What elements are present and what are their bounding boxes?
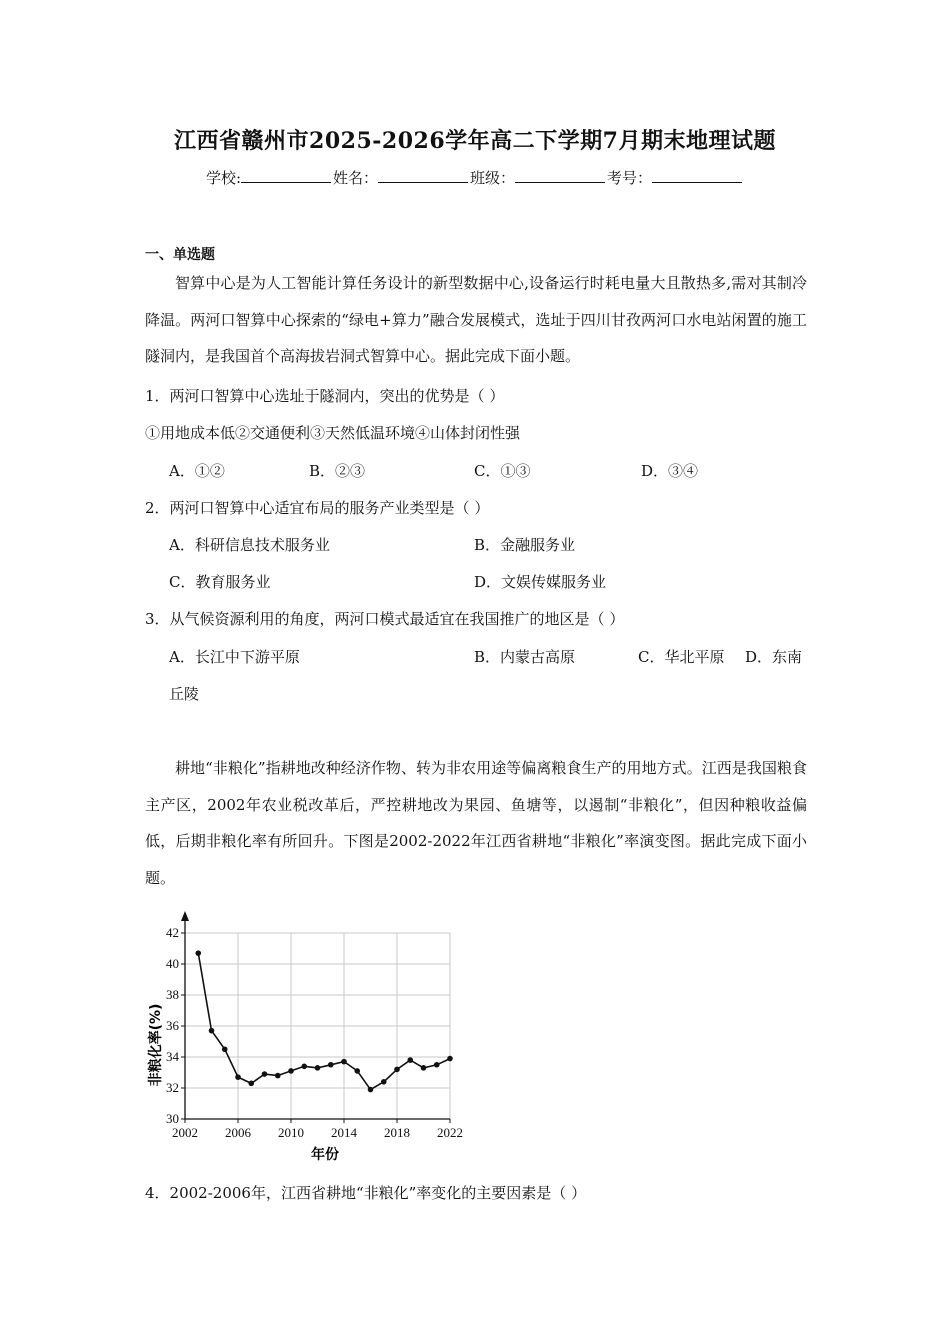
- passage-2: 耕地“非粮化”指耕地改种经济作物、转为非农用途等偏离粮食生产的用地方式。江西是我国粮食主产区，2002年农业税改革后，严控耕地改为果园、鱼塘等，以遏制“非粮化”，但因种粮收益偏低，后期非粮化率有所回升。下图是2002-2022年江西省耕地“非粮化”率演变图。据此完成下面小题。: [145, 759, 807, 887]
- chart-series: [195, 950, 452, 1092]
- y-tick-label: 40: [166, 956, 179, 971]
- non-grain-rate-chart: [140, 905, 475, 1167]
- x-tick-label: 2014: [331, 1125, 357, 1140]
- x-axis-label: 年份: [311, 1147, 339, 1163]
- question-2-stem: 2．两河口智算中心适宜布局的服务产业类型是（ ）: [145, 499, 490, 517]
- data-point: [368, 1087, 374, 1093]
- data-point: [354, 1068, 360, 1074]
- student-info-row: [0, 167, 950, 188]
- chart-grid: [185, 933, 450, 1119]
- page-title: 江西省赣州市2025-2026学年高二下学期7月期末地理试题: [174, 128, 776, 154]
- question-1-items: ①用地成本低②交通便利③天然低温环境④山体封闭性强: [145, 424, 521, 442]
- y-tick-label: 32: [166, 1080, 179, 1095]
- data-point: [315, 1065, 321, 1071]
- x-tick-label: 2022: [437, 1125, 463, 1140]
- data-point: [394, 1067, 400, 1073]
- chart-axes: [181, 911, 450, 1123]
- x-tick-label: 2018: [384, 1125, 410, 1140]
- data-point: [341, 1059, 347, 1065]
- name-blank[interactable]: [378, 167, 468, 183]
- class-blank[interactable]: [515, 167, 605, 183]
- name-label: 姓名：: [333, 169, 379, 187]
- q3-option-d-continued: 丘陵: [169, 685, 200, 703]
- question-4-stem: 4．2002-2006年，江西省耕地“非粮化”率变化的主要因素是（ ）: [145, 1184, 587, 1202]
- data-point: [407, 1057, 413, 1063]
- question-3-stem: 3．从气候资源利用的角度，两河口模式最适宜在我国推广的地区是（ ）: [145, 610, 625, 628]
- y-tick-label: 38: [166, 987, 179, 1002]
- q2-option-b[interactable]: B．金融服务业: [474, 536, 576, 554]
- data-point: [262, 1071, 268, 1077]
- data-point: [288, 1068, 294, 1074]
- id-blank[interactable]: [652, 167, 742, 183]
- data-point: [381, 1079, 387, 1085]
- data-point: [275, 1073, 281, 1079]
- y-axis-label: 非粮化率(%): [148, 1003, 164, 1087]
- y-tick-label: 36: [166, 1018, 179, 1033]
- q3-option-a[interactable]: A．长江中下游平原: [169, 648, 300, 666]
- x-tick-label: 2006: [225, 1125, 251, 1140]
- y-axis-arrow: [181, 911, 189, 921]
- data-point: [328, 1062, 334, 1068]
- q3-option-c[interactable]: C．华北平原: [638, 648, 725, 666]
- q1-option-d[interactable]: D．③④: [641, 462, 699, 480]
- data-point: [301, 1064, 307, 1070]
- section-heading: 一、单选题: [145, 247, 215, 263]
- y-tick-label: 30: [166, 1111, 179, 1126]
- data-point: [222, 1046, 228, 1052]
- y-tick-label: 34: [166, 1049, 179, 1064]
- data-point: [209, 1028, 215, 1034]
- q3-option-b[interactable]: B．内蒙古高原: [474, 648, 576, 666]
- y-tick-label: 42: [166, 925, 179, 940]
- q1-option-c[interactable]: C．①③: [474, 462, 531, 480]
- question-1-stem: 1．两河口智算中心选址于隧洞内，突出的优势是（ ）: [145, 387, 505, 405]
- q2-option-c[interactable]: C．教育服务业: [169, 573, 271, 591]
- school-label: 学校:: [205, 169, 241, 187]
- data-point: [421, 1065, 427, 1071]
- series-line: [198, 953, 450, 1090]
- q2-option-a[interactable]: A．科研信息技术服务业: [169, 536, 330, 554]
- data-point: [235, 1074, 241, 1080]
- passage-1: 智算中心是为人工智能计算任务设计的新型数据中心,设备运行时耗电量大且散热多,需对其制冷降温。两河口智算中心探索的“绿电+算力”融合发展模式，选址于四川甘孜两河口水电站闲置的施工隧洞内，是我国首个高海拔岩洞式智算中心。据此完成下面小题。: [145, 274, 807, 365]
- x-tick-label: 2002: [172, 1125, 198, 1140]
- q3-option-d[interactable]: D．东南: [745, 648, 803, 666]
- x-tick-label: 2010: [278, 1125, 304, 1140]
- q1-option-b[interactable]: B．②③: [309, 462, 366, 480]
- id-label: 考号：: [607, 169, 653, 187]
- data-point: [195, 950, 201, 956]
- data-point: [248, 1081, 254, 1087]
- q2-option-d[interactable]: D．文娱传媒服务业: [474, 573, 607, 591]
- class-label: 班级：: [470, 169, 516, 187]
- data-point: [434, 1062, 440, 1068]
- q1-option-a[interactable]: A．①②: [169, 462, 225, 480]
- school-blank[interactable]: [241, 167, 331, 183]
- data-point: [447, 1056, 453, 1062]
